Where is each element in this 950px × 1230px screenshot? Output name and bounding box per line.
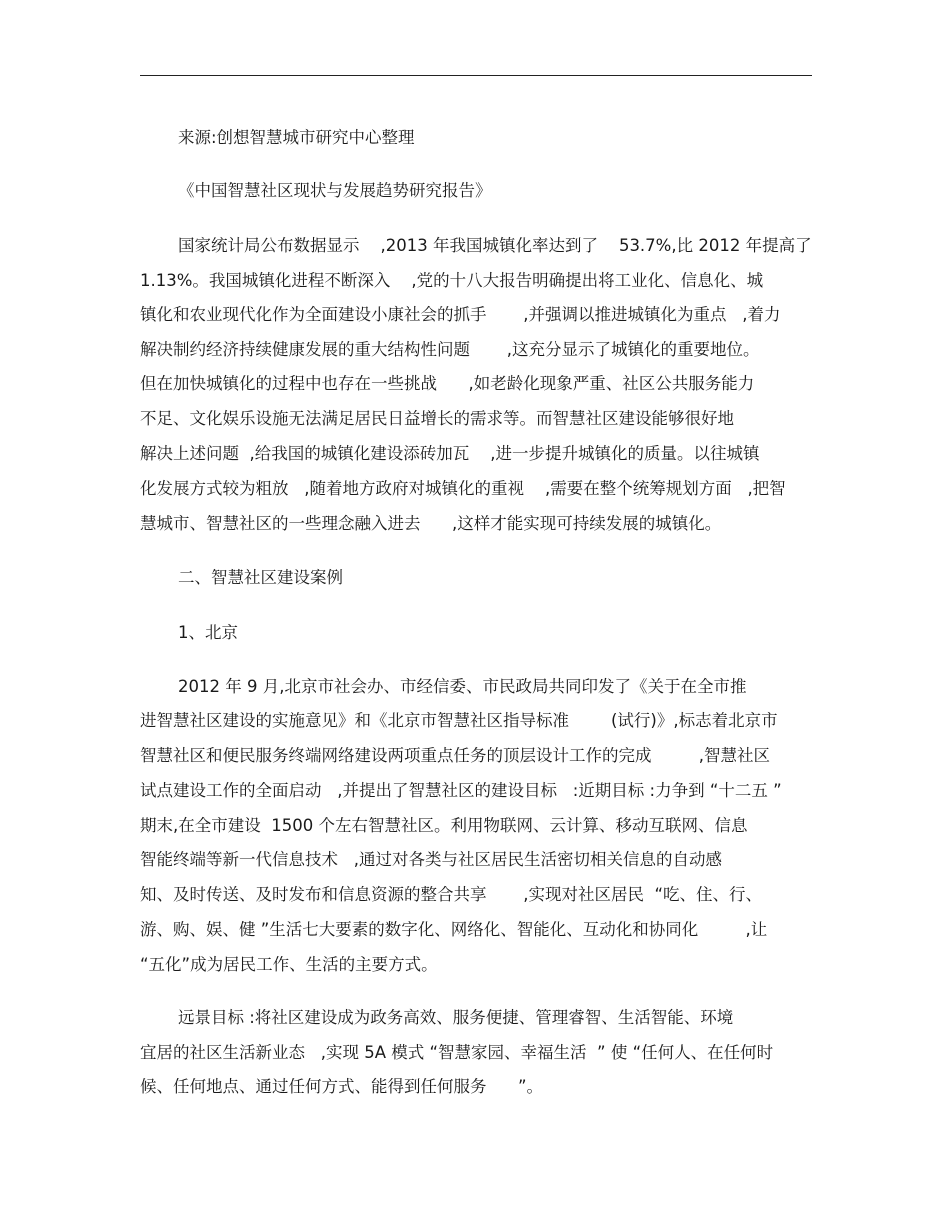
para3-line: 宜居的社区生活新业态 ,实现 5A 模式 “智慧家园、幸福生活 ” 使 “任何人、在任何时 bbox=[140, 1043, 774, 1062]
para2-line: 智能终端等新一代信息技术 ,通过对各类与社区居民生活密切相关信息的自动感 bbox=[140, 850, 722, 869]
subsection-heading: 1、北京 bbox=[178, 623, 238, 642]
para1-line: 不足、文化娱乐设施无法满足居民日益增长的需求等。而智慧社区建设能够很好地 bbox=[140, 409, 734, 428]
para2-line: 智慧社区和便民服务终端网络建设两项重点任务的顶层设计工作的完成 ,智慧社区 bbox=[140, 746, 770, 765]
source-line: 来源:创想智慧城市研究中心整理 bbox=[178, 128, 415, 147]
para1-line: 国家统计局公布数据显示 ,2013 年我国城镇化率达到了 53.7%,比 2012 年提高了 bbox=[178, 236, 812, 255]
para1-line: 化发展方式较为粗放 ,随着地方政府对城镇化的重视 ,需要在整个统筹规划方面 ,把智 bbox=[140, 479, 786, 498]
report-title: 《中国智慧社区现状与发展趋势研究报告》 bbox=[178, 181, 492, 200]
para1-line: 1.13%。我国城镇化进程不断深入 ,党的十八大报告明确提出将工业化、信息化、城 bbox=[140, 271, 764, 290]
para2-line: 进智慧社区建设的实施意见》和《北京市智慧社区指导标准 (试行)》,标志着北京市 bbox=[140, 711, 778, 730]
para2-line: 2012 年 9 月,北京市社会办、市经信委、市民政局共同印发了《关于在全市推 bbox=[178, 677, 747, 696]
header-rule bbox=[140, 75, 812, 76]
para1-line: 慧城市、智慧社区的一些理念融入进去 ,这样才能实现可持续发展的城镇化。 bbox=[140, 514, 722, 533]
para2-line: “五化”成为居民工作、生活的主要方式。 bbox=[140, 955, 438, 974]
para2-line: 期末,在全市建设 1500 个左右智慧社区。利用物联网、云计算、移动互联网、信息 bbox=[140, 816, 748, 835]
para2-line: 游、购、娱、健 ”生活七大要素的数字化、网络化、智能化、互动化和协同化 ,让 bbox=[140, 920, 768, 939]
para3-line: 候、任何地点、通过任何方式、能得到任何服务 ”。 bbox=[140, 1077, 544, 1096]
para1-line: 但在加快城镇化的过程中也存在一些挑战 ,如老龄化现象严重、社区公共服务能力 bbox=[140, 374, 755, 393]
para1-line: 解决上述问题 ,给我国的城镇化建设添砖加瓦 ,进一步提升城镇化的质量。以往城镇 bbox=[140, 444, 760, 463]
para2-line: 试点建设工作的全面启动 ,并提出了智慧社区的建设目标 :近期目标 :力争到 “十二五 ” bbox=[140, 781, 782, 800]
para1-line: 解决制约经济持续健康发展的重大结构性问题 ,这充分显示了城镇化的重要地位。 bbox=[140, 340, 760, 359]
para1-line: 镇化和农业现代化作为全面建设小康社会的抓手 ,并强调以推进城镇化为重点 ,着力 bbox=[140, 305, 781, 324]
para3-line: 远景目标 :将社区建设成为政务高效、服务便捷、管理睿智、生活智能、环境 bbox=[178, 1008, 734, 1027]
para2-line: 知、及时传送、及时发布和信息资源的整合共享 ,实现对社区居民 “吃、住、行、 bbox=[140, 885, 762, 904]
section-heading: 二、智慧社区建设案例 bbox=[178, 568, 343, 587]
